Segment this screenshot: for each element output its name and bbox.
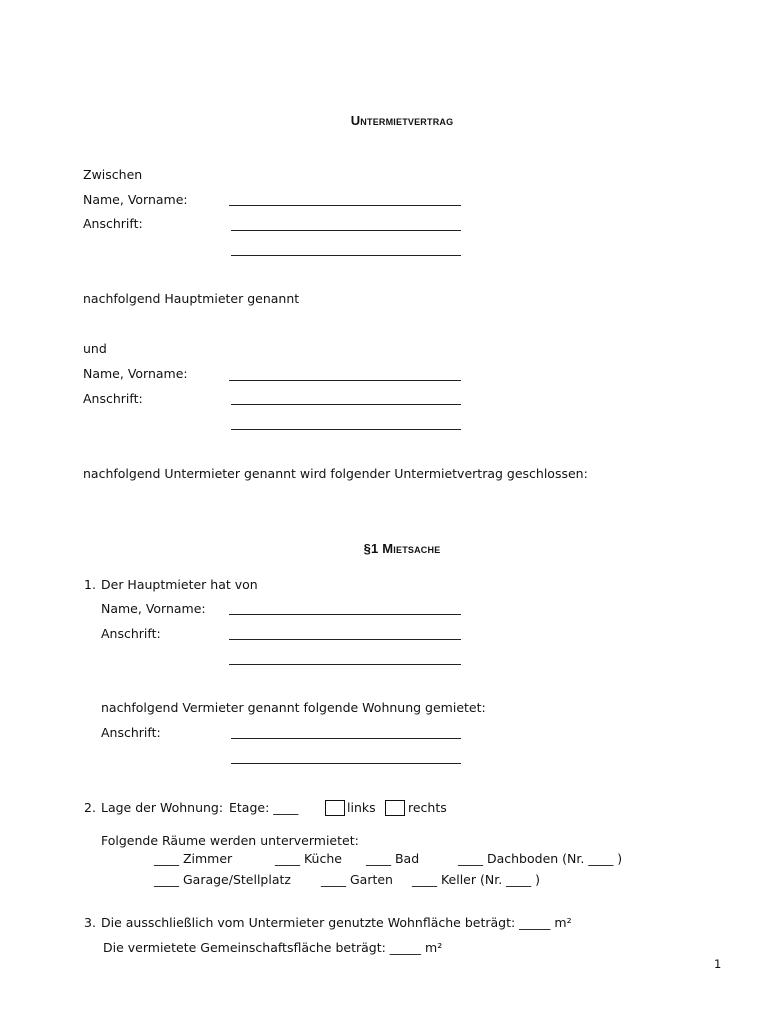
section1-heading: §1 Mietsache <box>363 541 441 556</box>
room-garage: ____ Garage/Stellplatz <box>154 872 291 887</box>
landlord-name-label: Name, Vorname: <box>101 601 206 616</box>
subtenant-name-line <box>229 380 461 381</box>
common-area-text: Die vermietete Gemeinschaftsfläche beträgt: _____ m² <box>103 940 443 955</box>
main-tenant-address-line-1 <box>231 230 461 231</box>
main-tenant-address-label: Anschrift: <box>83 216 143 231</box>
document-title: Untermietvertrag <box>350 113 454 128</box>
between-label: Zwischen <box>83 167 143 182</box>
room-dachboden: ____ Dachboden (Nr. ____ ) <box>458 851 623 866</box>
landlord-name-line <box>229 614 461 615</box>
item3-number: 3. <box>84 915 96 930</box>
landlord-address-line-2 <box>229 664 461 665</box>
main-tenant-name-label: Name, Vorname: <box>83 192 188 207</box>
landlord-address-line-1 <box>229 639 461 640</box>
subtenant-note: nachfolgend Untermieter genannt wird folgender Untermietvertrag geschlossen: <box>83 466 588 481</box>
main-tenant-address-line-2 <box>231 255 461 256</box>
left-checkbox[interactable] <box>325 800 345 816</box>
item1-text: Der Hauptmieter hat von <box>101 577 258 592</box>
apartment-address-line-1 <box>231 738 461 739</box>
apartment-address-line-2 <box>231 763 461 764</box>
landlord-address-label: Anschrift: <box>101 626 161 641</box>
room-garten: ____ Garten <box>321 872 393 887</box>
room-bad: ____ Bad <box>366 851 420 866</box>
left-label: links <box>347 800 376 815</box>
subtenant-name-label: Name, Vorname: <box>83 366 188 381</box>
location-label: Lage der Wohnung: <box>101 800 224 815</box>
rooms-intro: Folgende Räume werden untervermietet: <box>101 833 359 848</box>
and-label: und <box>83 341 107 356</box>
right-checkbox[interactable] <box>385 800 405 816</box>
subtenant-address-label: Anschrift: <box>83 391 143 406</box>
apartment-address-label: Anschrift: <box>101 725 161 740</box>
room-zimmer: ____ Zimmer <box>154 851 233 866</box>
room-kueche: ____ Küche <box>275 851 342 866</box>
subtenant-address-line-2 <box>231 429 461 430</box>
landlord-note: nachfolgend Vermieter genannt folgende Wohnung gemietet: <box>101 700 486 715</box>
page-number: 1 <box>714 957 722 971</box>
subtenant-address-line-1 <box>231 404 461 405</box>
main-tenant-name-line <box>229 205 461 206</box>
room-keller: ____ Keller (Nr. ____ ) <box>412 872 541 887</box>
main-tenant-note: nachfolgend Hauptmieter genannt <box>83 291 300 306</box>
right-label: rechts <box>408 800 447 815</box>
item1-number: 1. <box>84 577 96 592</box>
item2-number: 2. <box>84 800 96 815</box>
floor-label: Etage: ____ <box>229 800 299 815</box>
living-area-text: Die ausschließlich vom Untermieter genutzte Wohnfläche beträgt: _____ m² <box>101 915 572 930</box>
